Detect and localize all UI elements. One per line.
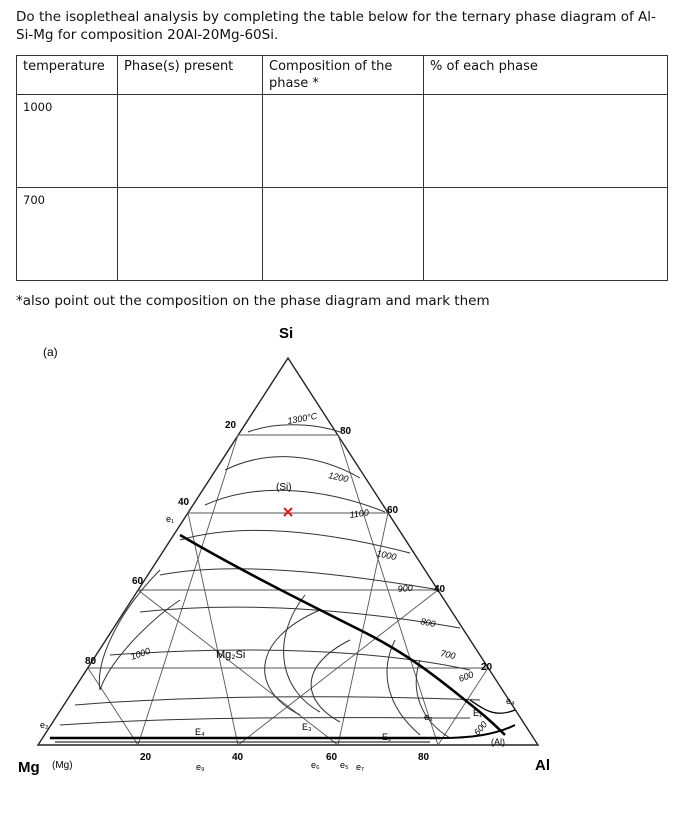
point-label: e₃ xyxy=(424,712,433,722)
point-label: E₁ xyxy=(473,708,483,718)
header-phases: Phase(s) present xyxy=(118,56,263,95)
point-label: e₁ xyxy=(166,514,175,524)
point-label: E₂ xyxy=(382,732,392,742)
isotherm-label: 1000 xyxy=(375,548,398,563)
cell-phases[interactable] xyxy=(118,95,263,188)
isotherm-label: 1100 xyxy=(348,507,370,520)
right-tick: 80 xyxy=(340,426,352,437)
vertex-mg-label: Mg xyxy=(18,759,40,776)
cell-percent[interactable] xyxy=(424,95,668,188)
isotherm-labels xyxy=(129,411,489,737)
right-tick: 40 xyxy=(434,584,446,595)
table-row xyxy=(17,188,668,281)
panel-label: (a) xyxy=(43,345,58,359)
vertex-si-label: Si xyxy=(279,325,294,342)
left-tick: 80 xyxy=(85,656,97,667)
cell-composition[interactable] xyxy=(263,95,424,188)
phase-label-si: (Si) xyxy=(276,482,292,493)
isotherm-label: 1000 xyxy=(129,645,152,662)
isotherm-label: 1300°C xyxy=(286,410,319,426)
header-composition: Composition of the phase * xyxy=(263,56,424,95)
point-label: e₂ xyxy=(40,720,49,730)
table-row xyxy=(17,95,668,188)
point-label: e₅ xyxy=(340,760,349,770)
cell-temperature: 1000 xyxy=(17,95,118,188)
bottom-tick: 80 xyxy=(418,752,430,763)
bottom-tick: 60 xyxy=(326,752,338,763)
cell-phases[interactable] xyxy=(118,188,263,281)
point-label: e₇ xyxy=(356,762,365,772)
phase-label-al: (Al) xyxy=(491,737,505,747)
composition-marker xyxy=(284,508,292,516)
ternary-phase-diagram xyxy=(0,312,681,827)
phase-label-mg2si: Mg₂Si xyxy=(216,649,246,661)
point-label: E₄ xyxy=(195,727,205,737)
header-temperature: temperature xyxy=(17,56,118,95)
cell-composition[interactable] xyxy=(263,188,424,281)
footnote: *also point out the composition on the phase diagram and mark them xyxy=(16,293,490,309)
analysis-table xyxy=(16,55,668,281)
bottom-tick: 20 xyxy=(140,752,152,763)
vertex-mg-phase-label: (Mg) xyxy=(52,760,73,771)
vertex-al-label: Al xyxy=(535,757,550,774)
isotherm-label: 900 xyxy=(397,582,414,594)
isotherm-label: 1200 xyxy=(327,470,350,485)
cell-temperature: 700 xyxy=(17,188,118,281)
isotherm-label: 800 xyxy=(419,616,437,630)
table-header-row xyxy=(17,56,668,95)
point-label: e₆ xyxy=(311,760,320,770)
isotherm-label: 600 xyxy=(457,669,475,684)
cell-percent[interactable] xyxy=(424,188,668,281)
left-tick: 60 xyxy=(132,576,144,587)
left-tick: 20 xyxy=(225,420,237,431)
right-tick: 60 xyxy=(387,505,399,516)
left-tick: 40 xyxy=(178,497,190,508)
point-label: E₃ xyxy=(302,722,312,732)
phase-field-labels xyxy=(216,482,505,747)
bottom-tick: 40 xyxy=(232,752,244,763)
point-label: e₉ xyxy=(196,762,205,772)
question-text: Do the isopletheal analysis by completing the table below for the ternary phase diagram of Al-Si-Mg for composition 20Al-20Mg-60Si. xyxy=(16,9,656,43)
isotherm-label: 600 xyxy=(471,719,490,738)
isotherm-label: 700 xyxy=(439,648,457,662)
header-percent: % of each phase xyxy=(424,56,668,95)
right-tick: 20 xyxy=(481,662,493,673)
point-label: e₄ xyxy=(506,696,515,706)
